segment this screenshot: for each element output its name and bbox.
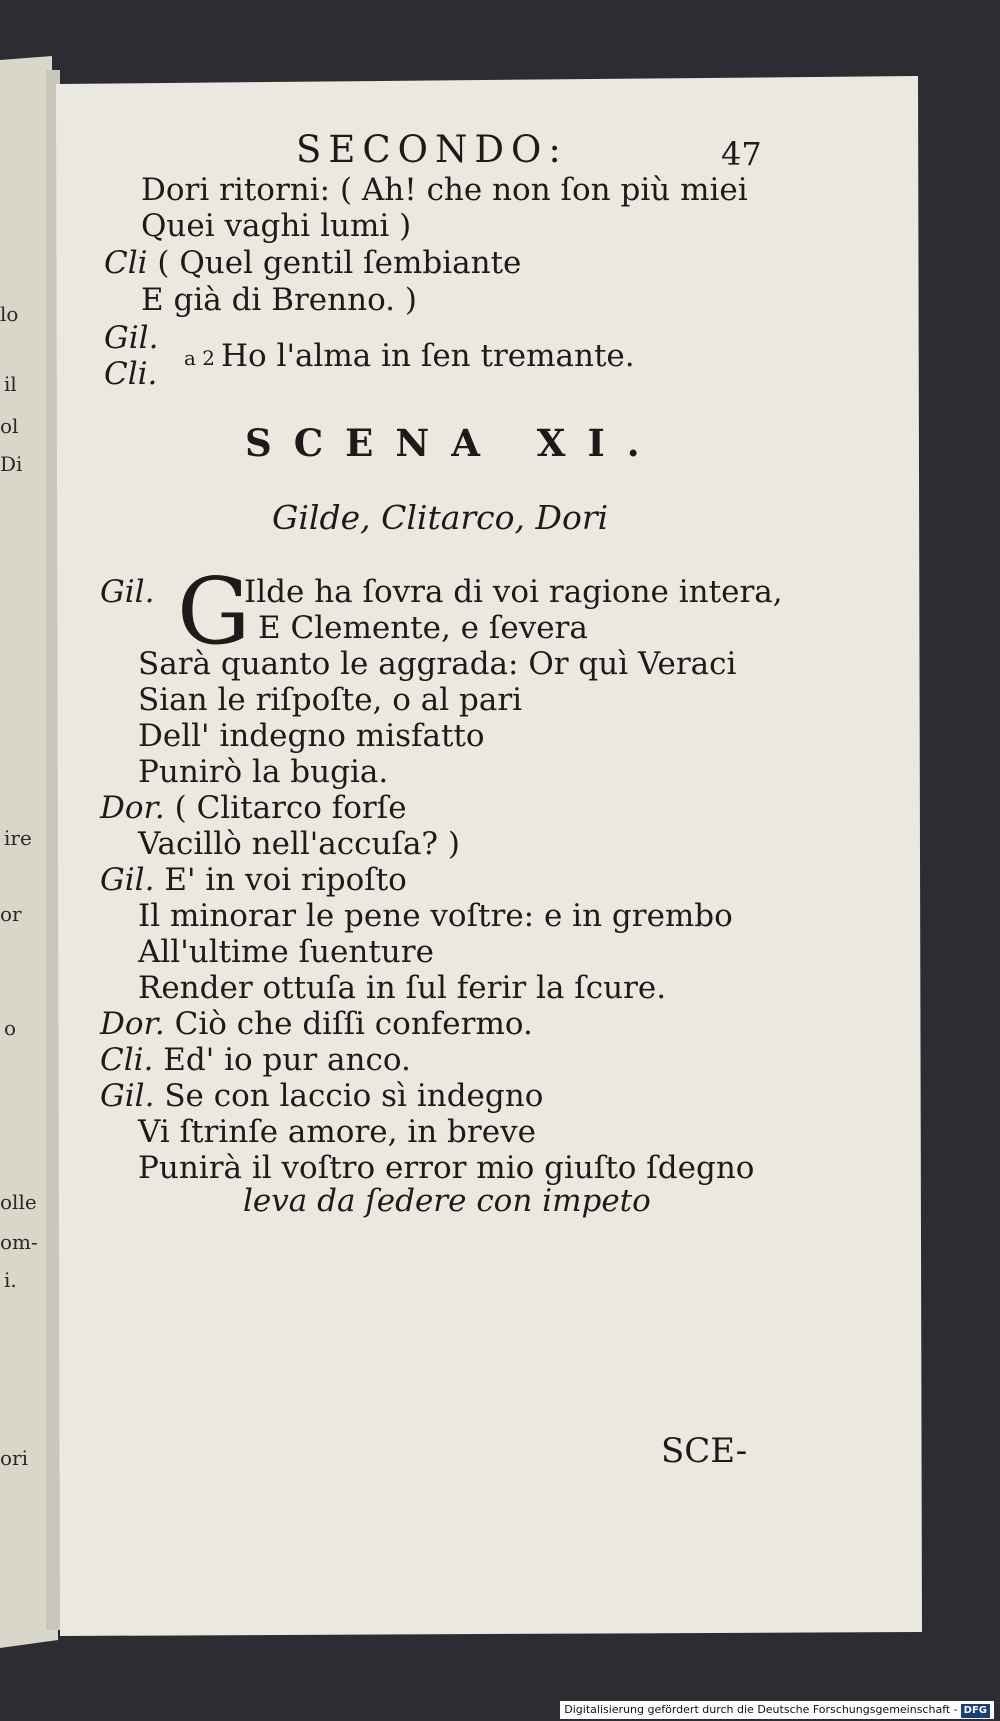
speaker-label: Dor. xyxy=(100,1006,165,1042)
verse-line: Dor. Ciò che diſſi confermo. xyxy=(100,1006,533,1042)
verse-line: Punirà il voſtro error mio giuſto ſdegno xyxy=(138,1150,755,1186)
margin-fragment: ol xyxy=(0,414,19,438)
verse-line-a2: a 2 Ho l'alma in ſen tremante. xyxy=(184,338,635,374)
dfg-logo: DFG xyxy=(961,1704,990,1718)
verse-line: E già di Brenno. ) xyxy=(141,282,417,318)
verse-line: Punirò la bugia. xyxy=(138,754,389,790)
verse-line: Dell' indegno misfatto xyxy=(138,718,485,754)
verse-line: Gil. E' in voi ripoſto xyxy=(100,862,407,898)
verse-line: Sian le riſpoſte, o al pari xyxy=(138,682,523,718)
drop-capital: G xyxy=(177,558,251,665)
margin-fragment: om- xyxy=(0,1230,38,1254)
page-number: 47 xyxy=(721,135,762,173)
margin-fragment: ire xyxy=(4,826,32,850)
verse-line: Quei vaghi lumi ) xyxy=(141,208,412,244)
speaker-label: Cli xyxy=(104,245,148,281)
verse-line: Cli. Ed' io pur anco. xyxy=(100,1042,411,1078)
running-head-title: SECONDO: xyxy=(296,128,568,171)
verse-line: All'ultime ſuenture xyxy=(138,934,434,970)
verse-line: Render ottuſa in ſul ferir la ſcure. xyxy=(138,970,667,1006)
speaker-label: Gil. xyxy=(100,574,155,610)
speaker-label: Gil. xyxy=(100,862,155,898)
margin-fragment: i. xyxy=(4,1268,17,1292)
margin-fragment: il xyxy=(4,372,17,396)
a-due-marker: a 2 xyxy=(184,345,216,370)
verse-line: Gil. Se con laccio sì indegno xyxy=(100,1078,544,1114)
speaker-label: Dor. xyxy=(100,790,165,826)
verse-line: Cli ( Quel gentil ſembiante xyxy=(104,245,522,281)
speaker-label: Cli. xyxy=(100,1042,154,1078)
catchword: SCE- xyxy=(661,1431,748,1471)
verse-line: Sarà quanto le aggrada: Or quì Veraci xyxy=(138,646,737,682)
margin-fragment: lo xyxy=(0,302,19,326)
credit-text: Digitalisierung gefördert durch die Deutsche Forschungsgemeinschaft - xyxy=(564,1703,958,1716)
speaker-label: Cli. xyxy=(104,356,158,392)
verse-line: Il minorar le pene voſtre: e in grembo xyxy=(138,898,733,934)
verse-line: Dori ritorni: ( Ah! che non ſon più miei xyxy=(141,172,748,208)
margin-fragment: ori xyxy=(0,1446,28,1470)
speaker-label: Gil. xyxy=(104,320,159,356)
digitization-credit xyxy=(560,1701,994,1719)
verse-line: Vi ſtrinſe amore, in breve xyxy=(138,1114,536,1150)
margin-fragment: or xyxy=(0,902,22,926)
scene-characters: Gilde, Clitarco, Dori xyxy=(272,498,609,537)
verse-line: Dor. ( Clitarco forſe xyxy=(100,790,407,826)
stage-direction: leva da ſedere con impeto xyxy=(243,1183,651,1219)
scene-title: SCENA XI. xyxy=(245,421,662,465)
verse-line: Ilde ha ſovra di voi ragione intera, xyxy=(244,574,783,610)
margin-fragment: Di xyxy=(0,452,23,476)
verse-line: E Clemente, e ſevera xyxy=(258,610,588,646)
verse-line: Vacillò nell'accuſa? ) xyxy=(138,826,461,862)
speaker-label: Gil. xyxy=(100,1078,155,1114)
margin-fragment: olle xyxy=(0,1190,37,1214)
margin-fragment: o xyxy=(4,1016,17,1040)
